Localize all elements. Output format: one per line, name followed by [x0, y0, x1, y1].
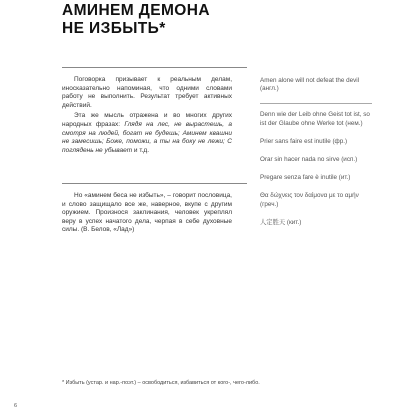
translation-chinese: 人定胜天 (кит.) — [260, 218, 302, 226]
translation-english: Amen alone will not defeat the devil (англ.) — [260, 77, 360, 93]
paragraph-3: Но «аминем беса не избыть», – говорит пословица, и слово защищало все же, наверное, вкупе с другим оружием. Произнося заклинания, человек укреплял веру в успех начатого дела, черпая в себе духовные силы. (В. Белов, «Лад») — [62, 192, 232, 234]
translation-spanish: Orar sin hacer nada no sirve (исп.) — [260, 156, 358, 164]
title-line-2: НЕ ИЗБЫТЬ* — [62, 20, 166, 37]
translation-french: Prier sans faire est inutile (фр.) — [260, 137, 348, 145]
page-title — [62, 2, 210, 38]
title-line-1: АМИНЕМ ДЕМОНА — [62, 2, 210, 19]
paragraph-1: Поговорка призывает к реальным делам, иносказательно напоминая, что одними словами работу не выполнить. Результат требует активных действий. — [62, 76, 232, 109]
section-divider-middle — [62, 183, 247, 184]
translations-sidebar — [260, 77, 372, 237]
main-text-block — [62, 76, 232, 155]
quote-block — [62, 192, 232, 235]
translation-german: Denn wie der Leib ohne Geist tot ist, so ist der Glaube ohne Werke tot (нем.) — [260, 111, 370, 127]
footnote: * Избыть (устар. и нар.-поэт.) – освободиться, избавиться от кого-, чего-либо. — [62, 380, 260, 386]
proverbs-list: Глядя на лес, не вырастешь, а смотря на людей, богат не будешь; Аминем квашни не замесишь; Боже, поможи, а ты на боку не лежи; С поглядень не убывает — [62, 120, 232, 154]
sidebar-divider — [260, 103, 372, 104]
translation-greek: Θα δώχνεις τον δαίμονα με το αμήν (греч.) — [260, 192, 359, 208]
translation-italian: Pregare senza fare è inutile (ит.) — [260, 174, 351, 182]
paragraph-2: Эта же мысль отражена и во многих других народных фразах: Глядя на лес, не вырастешь, а смотря на людей, богат не будешь; Аминем квашни не замесишь; Боже, поможи, а ты на боку не лежи; С поглядень не убывает и т.д. — [62, 112, 232, 154]
page-number: 6 — [14, 403, 18, 409]
section-divider-top — [62, 67, 247, 68]
